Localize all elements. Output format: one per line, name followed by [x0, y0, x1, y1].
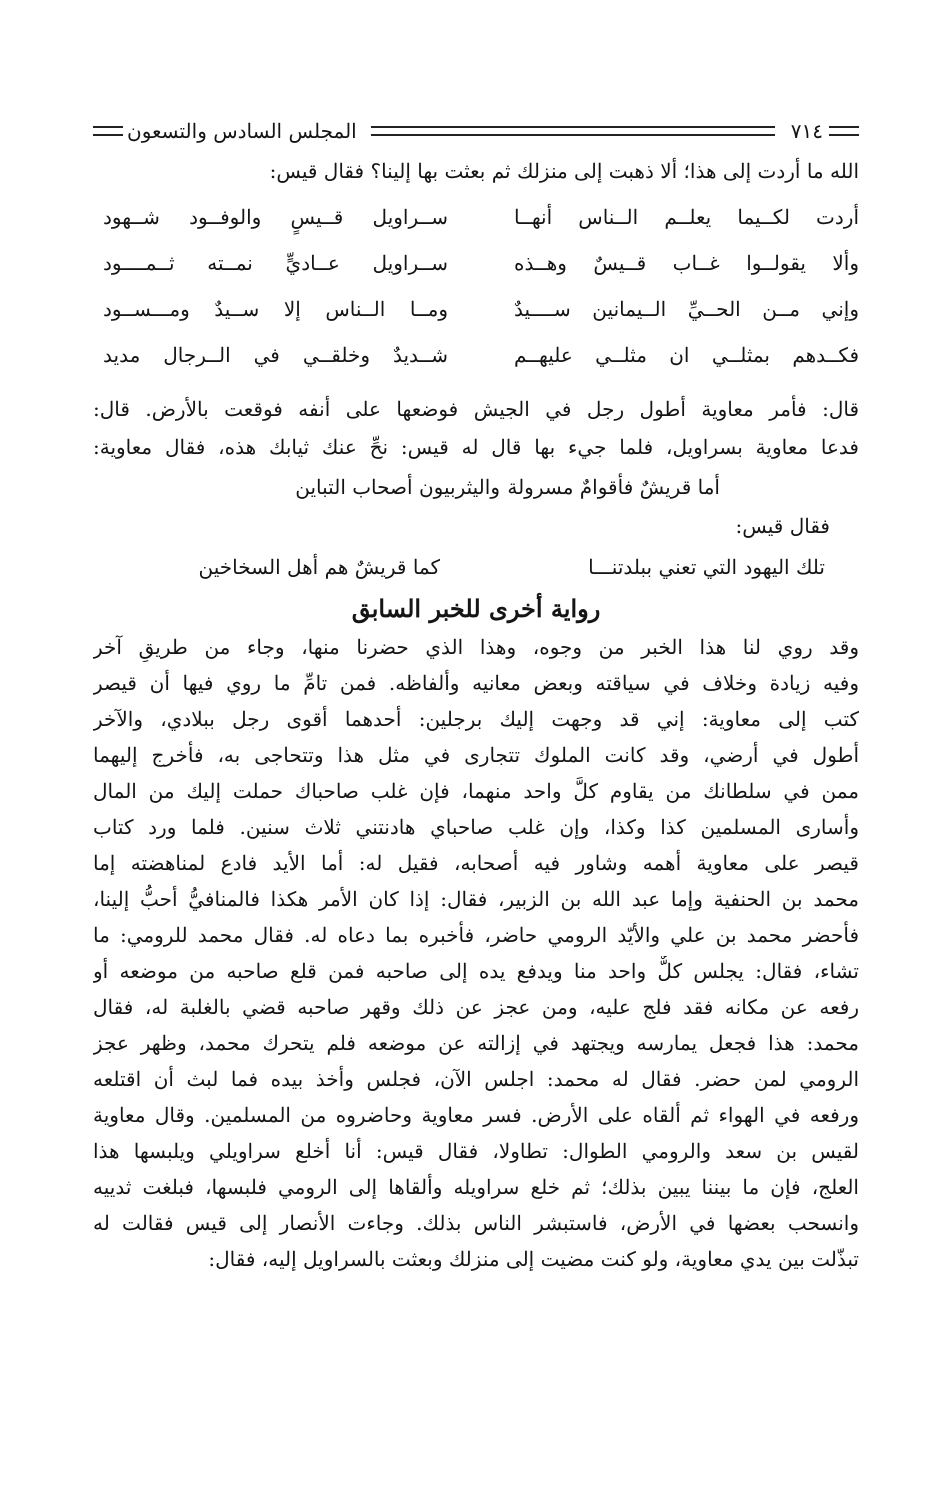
body-line: محمد: هذا فجعل يمارسه ويجتهد في إزالته عن موضعه فلم يتحرك محمد، وظهر عجز	[93, 1031, 859, 1055]
body-line: وانسحب بعضها في الأرض، فاستبشر الناس بذلك. وجاءت الأنصار إلى قيس فقالت له	[93, 1211, 859, 1235]
header-rule-middle	[371, 126, 775, 136]
intro-line: الله ما أردت إلى هذا؛ ألا ذهبت إلى منزلك ثم بعثت بها إلينا؟ فقال قيس:	[269, 159, 859, 183]
verse-second-hemistich: ســراويل قــيسٍ والوفــود شــهود	[103, 205, 448, 229]
body-line: أطول في أرضي، وقد كانت الملوك تتجارى في مثل هذا وتتحاجى به، فأخرج إليهما	[93, 743, 859, 767]
qays-reply-intro: فقال قيس:	[735, 514, 830, 538]
page-number: ٧١٤	[790, 119, 823, 143]
body-line: ممن في سلطانك من يقاوم كلَّ واحد منهما، فإن غلب صاحباك حملت إليك من المال	[93, 779, 859, 803]
header-rule-left	[93, 126, 123, 136]
muawiya-verse-second: واليثربيون أصحاب التباين	[295, 475, 500, 499]
verse-first-hemistich: أردت لكــيما يعلــم الــناس أنهــا	[514, 205, 859, 229]
verse-second-hemistich: ومــا الــناس إلا ســيدٌ ومـــســود	[103, 297, 448, 321]
verse-first-hemistich: فكــدهم بمثلــي ان مثلــي عليهــم	[514, 343, 859, 367]
verse-second-hemistich: شــديدٌ وخلقــي في الــرجال مديد	[103, 343, 448, 367]
body-line: رفعه عن مكانه فقد فلج عليه، ومن عجز عن ذلك وقهر صاحبه قضي بالغلبة له، فقال	[93, 995, 859, 1019]
body-line: وقد روي لنا هذا الخبر من وجوه، وهذا الذي حضرنا منها، وجاء من طريقٍ آخر	[93, 635, 859, 659]
poem-verse	[93, 194, 859, 240]
body-line: فأحضر محمد بن علي والأيّد الرومي حاضر، فأخبره بما دعاه له. فقال محمد للرومي: ما	[93, 923, 859, 947]
body-line: وأسارى المسلمين كذا وكذا، وإن غلب صاحباي هادنتني ثلاث سنين. فلما ورد كتاب	[93, 815, 859, 839]
narrative-line: فدعا معاوية بسراويل، فلما جيء بها قال له قيس: نحِّ عنك ثيابك هذه، فقال معاوية:	[93, 435, 859, 459]
chapter-title: المجلس السادس والتسعون	[127, 119, 357, 143]
narrative-line: قال: فأمر معاوية أطول رجل في الجيش فوضعها على أنفه فوقعت بالأرض. قال:	[93, 397, 859, 421]
poem-verse	[93, 240, 859, 286]
header-rule-right	[829, 126, 859, 136]
verse-first-hemistich: وإني مــن الحــيِّ الــيمانين ســــيدٌ	[514, 297, 859, 321]
verse-second-hemistich: ســراويل عــاديٍّ نمــته ثــمــــود	[103, 251, 448, 275]
body-line: ورفعه في الهواء ثم ألقاه على الأرض. فسر معاوية وحاضروه من المسلمين. وقال معاوية	[93, 1103, 859, 1127]
verse-first-hemistich: وألا يقولــوا غــاب قــيسٌ وهــذه	[514, 251, 859, 275]
page-header	[93, 114, 859, 148]
body-line: قيصر على معاوية أهمه وشاور فيه أصحابه، فقيل له: أما الأيد فادع لمناهضته إما	[93, 851, 859, 875]
poem-verse	[93, 286, 859, 332]
body-line: كتب إلى معاوية: إني قد وجهت إليك برجلين: أحدهما أقوى رجل ببلادي، والآخر	[93, 707, 859, 731]
body-line: تشاء، فقال: يجلس كلٌّ واحد منا ويدفع يده إلى صاحبه فمن قلع صاحبه من موضعه أو	[93, 959, 859, 983]
body-line: تبذّلت بين يدي معاوية، ولو كنت مضيت إلى منزلك وبعثت بالسراويل إليه، فقال:	[208, 1247, 859, 1271]
qays-verse-second: كما قريشٌ هم أهل السخاخين	[198, 555, 440, 579]
body-line: وفيه زيادة وخلاف في سياقته وبعض معانيه وألفاظه. فمن تامِّ ما روي فيها أن قيصر	[93, 671, 859, 695]
qays-verse-first: تلك اليهود التي تعني ببلدتنـــا	[588, 555, 825, 579]
body-line: العلج، فإن ما بيننا يبين بذلك؛ ثم خلع سراويله وألقاها إلى الرومي فلبسها، فبلغت ثدييه	[93, 1175, 859, 1199]
body-line: محمد بن الحنفية وإما عبد الله بن الزبير، فقال: إذا كان الأمر هكذا فالمنافيُّ أحبُّ إلينا،	[93, 887, 859, 911]
poem-verse	[93, 332, 859, 378]
body-line: لقيس بن سعد والرومي الطوال: تطاولا، فقال قيس: أنا أخلع سراويلي ويلبسها هذا	[93, 1139, 859, 1163]
muawiya-verse-first: أما قريشٌ فأقوامٌ مسرولة	[507, 475, 720, 499]
section-title: رواية أخرى للخبر السابق	[351, 594, 601, 623]
body-line: الرومي لمن حضر. فقال له محمد: اجلس الآن، فجلس وأخذ بيده فما لبث أن اقتلعه	[93, 1067, 859, 1091]
